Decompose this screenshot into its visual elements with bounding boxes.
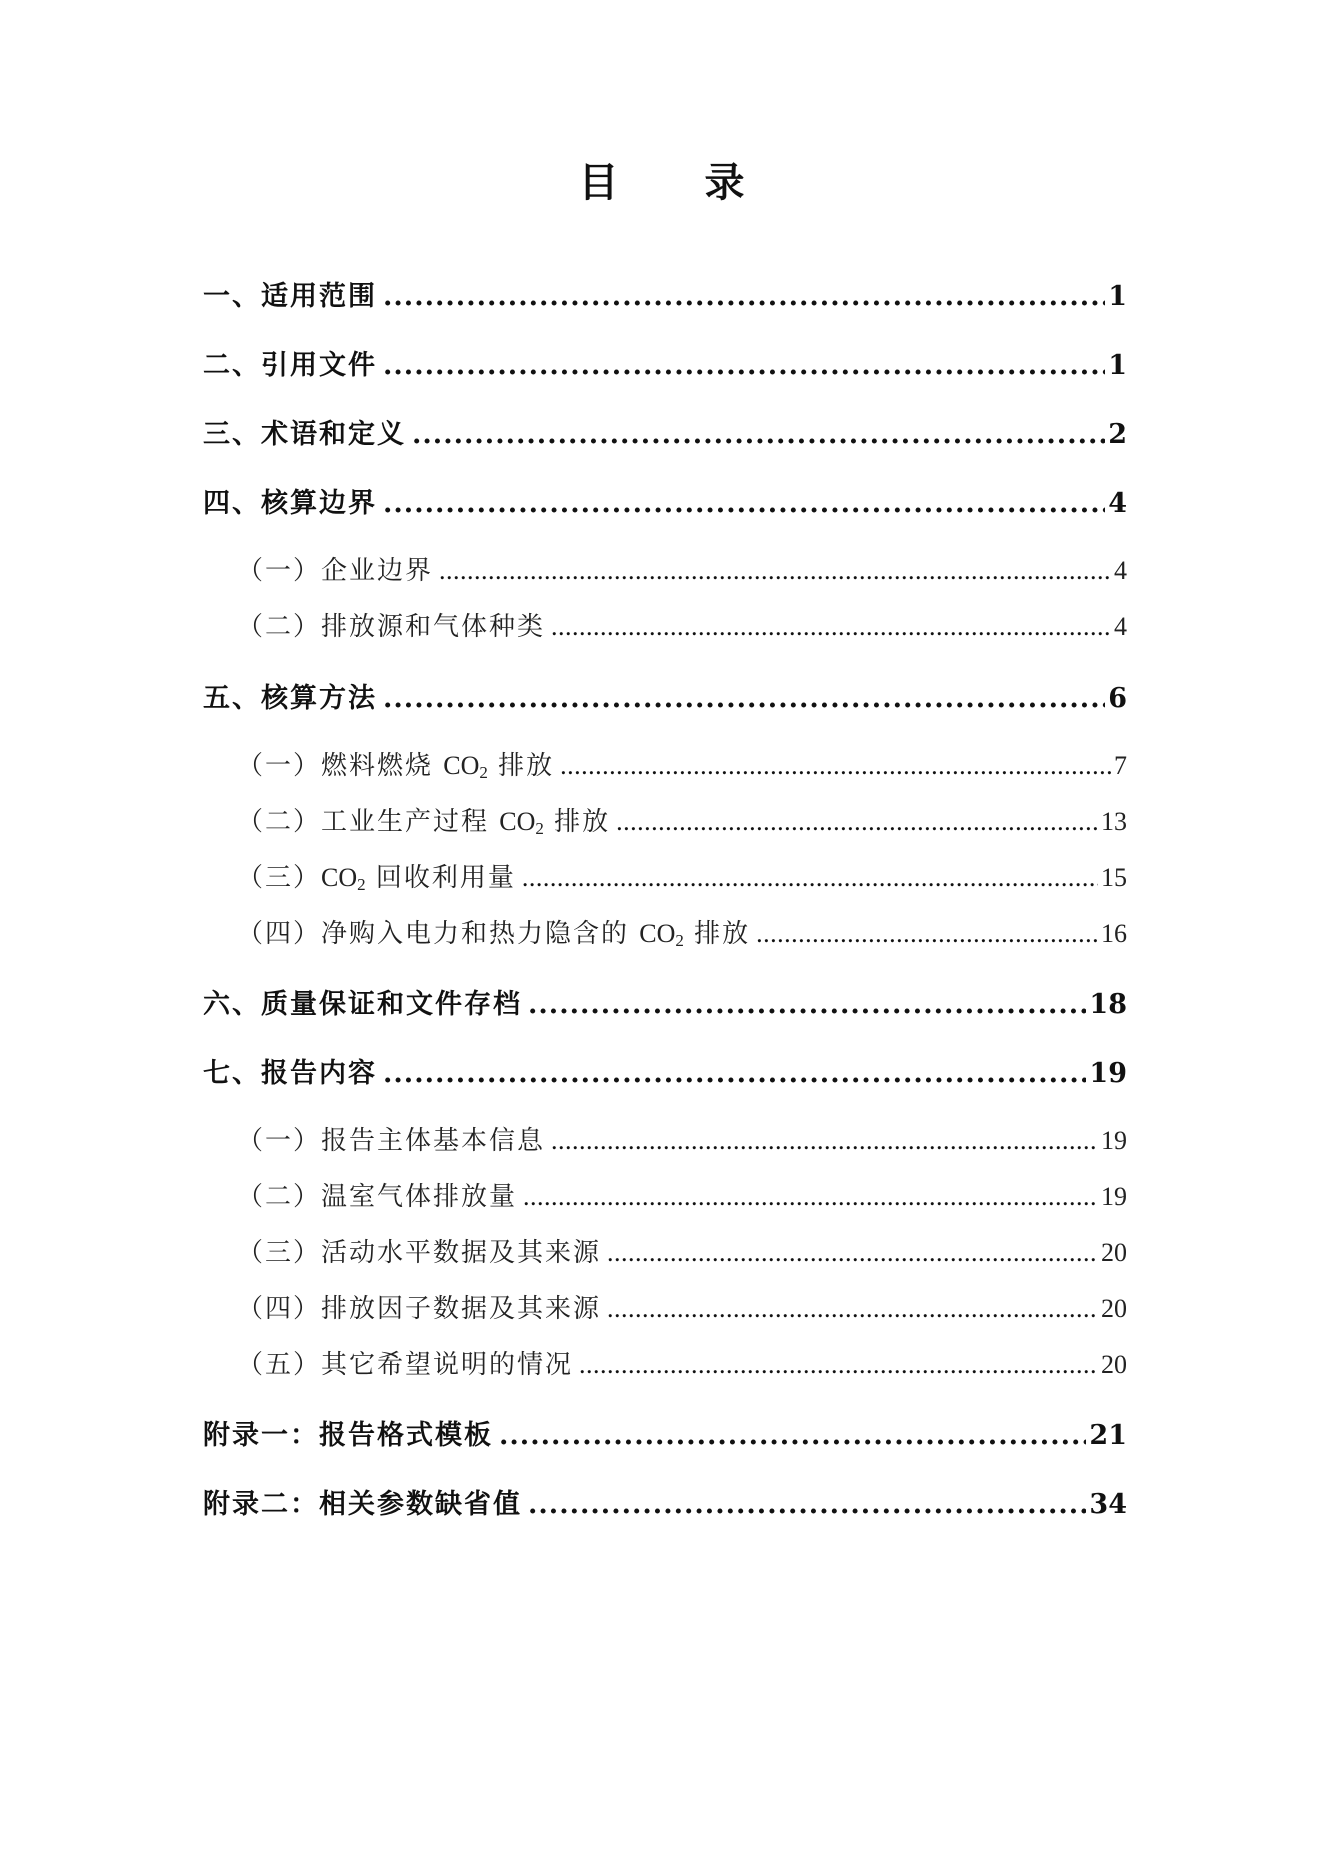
toc-entry-purchased-power[interactable] xyxy=(237,913,1127,953)
toc-entry-boundary[interactable] xyxy=(203,481,1127,521)
toc-entry-activity-data[interactable] xyxy=(237,1232,1127,1272)
dot-leader xyxy=(383,488,1105,519)
toc-entry-basic-info[interactable] xyxy=(237,1120,1127,1160)
toc-entry-label: 七、报告内容 xyxy=(203,1058,377,1089)
toc-entry-terms[interactable] xyxy=(203,412,1127,452)
dot-leader xyxy=(560,751,1111,781)
toc-entry-label: 五、核算方法 xyxy=(203,683,377,714)
toc-page-number: 15 xyxy=(1101,863,1127,892)
dot-leader xyxy=(412,419,1105,450)
toc-entry-enterprise-boundary[interactable] xyxy=(237,550,1127,590)
toc-entry-label: （三）$CO_2$ 回收利用量 xyxy=(237,863,516,894)
toc-page-number: 19 xyxy=(1101,1126,1127,1155)
toc-page-number: 4 xyxy=(1114,556,1127,585)
dot-leader xyxy=(616,807,1098,837)
toc-page-number: 6 xyxy=(1108,683,1127,714)
toc-entry-label: （二）工业生产过程 $CO_2$ 排放 xyxy=(237,807,611,838)
toc-page-number: 20 xyxy=(1101,1350,1127,1379)
dot-leader xyxy=(439,556,1111,586)
toc-page-number: 34 xyxy=(1089,1489,1127,1520)
dot-leader xyxy=(607,1238,1098,1268)
toc-entry-scope[interactable] xyxy=(203,274,1127,314)
toc-page-number: 1 xyxy=(1108,350,1127,381)
toc-page-number: 20 xyxy=(1101,1238,1127,1267)
toc-entry-label: （四）净购入电力和热力隐含的 $CO_2$ 排放 xyxy=(237,919,751,950)
dot-leader xyxy=(551,612,1111,642)
dot-leader xyxy=(607,1294,1098,1324)
toc-entry-appendix-1[interactable] xyxy=(203,1413,1127,1453)
toc-entry-co2-recovery[interactable] xyxy=(237,857,1127,897)
toc-entry-ghg-emissions[interactable] xyxy=(237,1176,1127,1216)
dot-leader xyxy=(383,350,1105,381)
toc-entry-label: 附录一：报告格式模板 xyxy=(203,1420,493,1451)
toc-page-number: 7 xyxy=(1114,751,1127,780)
toc-entry-label: 二、引用文件 xyxy=(203,350,377,381)
toc-entry-report-content[interactable] xyxy=(203,1051,1127,1091)
toc-entry-label: （五）其它希望说明的情况 xyxy=(237,1350,574,1380)
toc-entry-other-notes[interactable] xyxy=(237,1344,1127,1384)
toc-entry-industrial-process[interactable] xyxy=(237,801,1127,841)
toc-page-number: 20 xyxy=(1101,1294,1127,1323)
toc-entry-label: 附录二：相关参数缺省值 xyxy=(203,1489,522,1520)
dot-leader xyxy=(756,919,1098,949)
toc-page-number: 1 xyxy=(1108,281,1127,312)
page-title: 目 录 xyxy=(578,160,781,206)
toc-entry-references[interactable] xyxy=(203,343,1127,383)
toc-entry-label: （一）企业边界 xyxy=(237,556,434,586)
dot-leader xyxy=(528,989,1086,1020)
toc-entry-label: （二）排放源和气体种类 xyxy=(237,612,546,642)
toc-page-number: 21 xyxy=(1089,1420,1127,1451)
toc-page-number: 2 xyxy=(1108,419,1127,450)
dot-leader xyxy=(579,1350,1098,1380)
toc-page-number: 19 xyxy=(1089,1058,1127,1089)
dot-leader xyxy=(383,1058,1086,1089)
toc-entry-label: （一）报告主体基本信息 xyxy=(237,1126,546,1156)
dot-leader xyxy=(499,1420,1086,1451)
dot-leader xyxy=(551,1126,1098,1156)
toc-page-number: 4 xyxy=(1108,488,1127,519)
toc-entry-label: 四、核算边界 xyxy=(203,488,377,519)
toc-entry-label: （二）温室气体排放量 xyxy=(237,1182,518,1212)
toc-entry-quality-assurance[interactable] xyxy=(203,982,1127,1022)
toc-entry-methods[interactable] xyxy=(203,676,1127,716)
toc-entry-appendix-2[interactable] xyxy=(203,1482,1127,1522)
toc-entry-label: （四）排放因子数据及其来源 xyxy=(237,1294,602,1324)
toc-entry-label: 六、质量保证和文件存档 xyxy=(203,989,522,1020)
toc-entry-emission-factors[interactable] xyxy=(237,1288,1127,1328)
toc-page-number: 16 xyxy=(1101,919,1127,948)
toc-entry-label: （一）燃料燃烧 $CO_2$ 排放 xyxy=(237,751,555,782)
toc-entry-label: （三）活动水平数据及其来源 xyxy=(237,1238,602,1268)
dot-leader xyxy=(522,863,1098,893)
dot-leader xyxy=(383,281,1105,312)
toc-entry-fuel-combustion[interactable] xyxy=(237,745,1127,785)
toc-page-number: 18 xyxy=(1089,989,1127,1020)
toc-page-number: 19 xyxy=(1101,1182,1127,1211)
toc-page-number: 13 xyxy=(1101,807,1127,836)
toc-entry-emission-sources[interactable] xyxy=(237,606,1127,646)
dot-leader xyxy=(523,1182,1098,1212)
toc-entry-label: 一、适用范围 xyxy=(203,281,377,312)
dot-leader xyxy=(383,683,1105,714)
dot-leader xyxy=(528,1489,1086,1520)
toc-entry-label: 三、术语和定义 xyxy=(203,419,406,450)
toc-page-number: 4 xyxy=(1114,612,1127,641)
